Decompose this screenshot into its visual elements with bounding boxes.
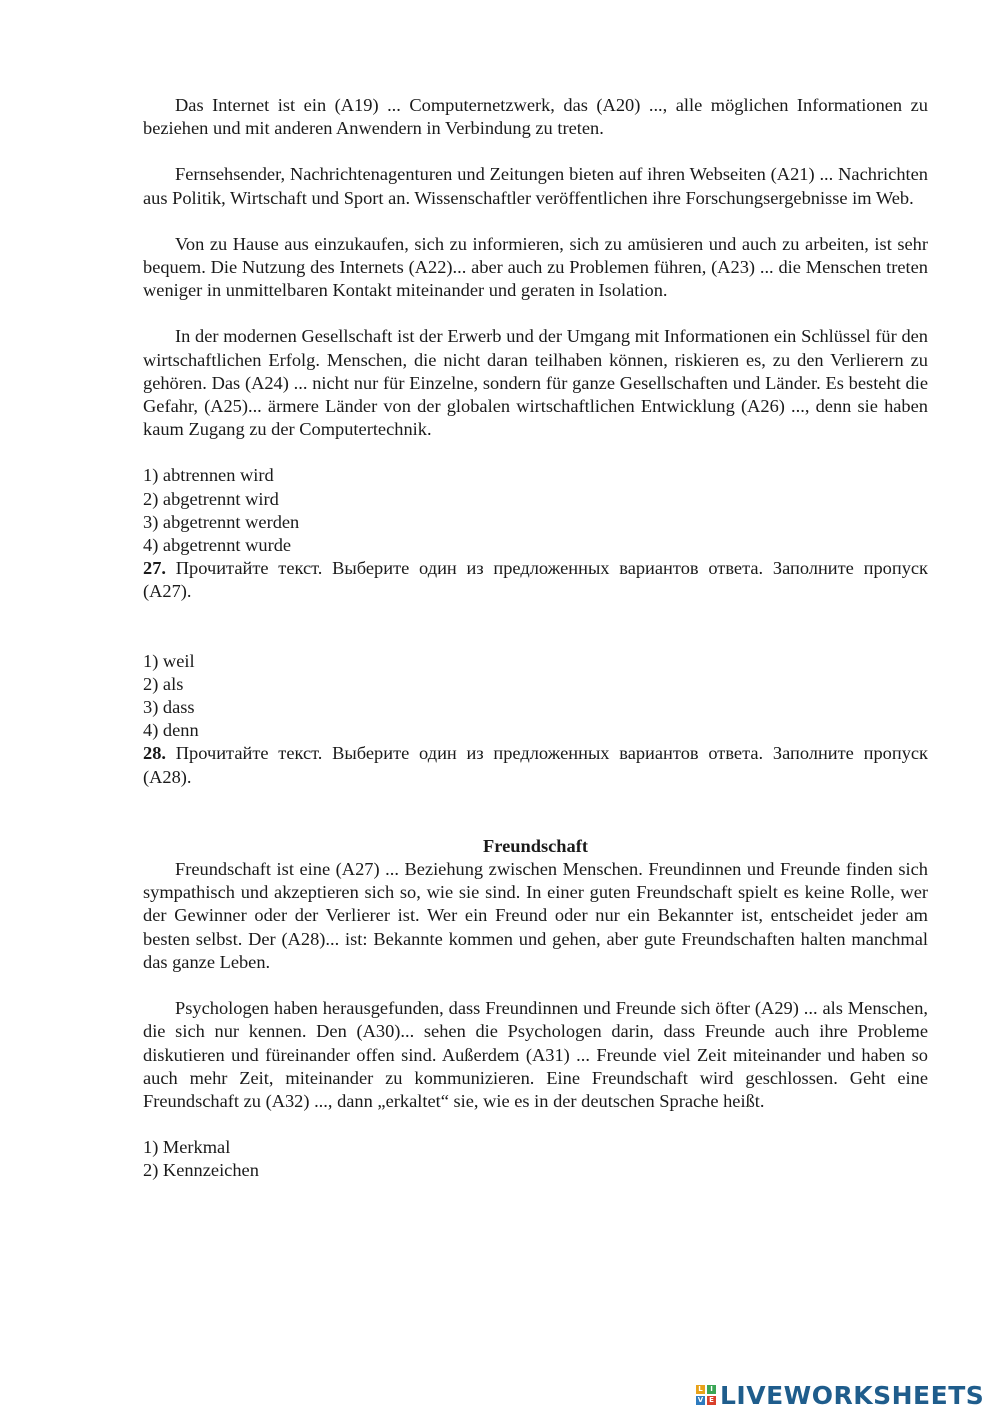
section-title: Freundschaft bbox=[483, 835, 588, 856]
logo-mark-letter: V bbox=[697, 1396, 704, 1404]
option-item[interactable]: 3) dass bbox=[143, 697, 195, 718]
option-item[interactable]: 1) abtrennen wird bbox=[143, 465, 274, 486]
answer-options-27 bbox=[143, 650, 928, 743]
task-text: Прочитайте текст. Выберите один из предложенных вариантов ответа. Заполните пропуск (A28). bbox=[143, 743, 928, 787]
option-item[interactable]: 1) weil bbox=[143, 650, 195, 671]
task-number: 27. bbox=[143, 558, 166, 579]
option-item[interactable]: 4) denn bbox=[143, 720, 199, 741]
logo-mark-letter: I bbox=[707, 1385, 716, 1394]
task-text: Прочитайте текст. Выберите один из предложенных вариантов ответа. Заполните пропуск (A27). bbox=[143, 558, 928, 602]
answer-options-28 bbox=[143, 1136, 928, 1182]
option-item[interactable]: 2) als bbox=[143, 673, 184, 694]
answer-options-26 bbox=[143, 464, 928, 557]
liveworksheets-logo bbox=[696, 1378, 984, 1412]
option-item[interactable]: 4) abgetrennt wurde bbox=[143, 535, 292, 556]
option-item[interactable]: 1) Merkmal bbox=[143, 1137, 231, 1158]
logo-mark-letter: L bbox=[696, 1385, 705, 1394]
task-28-instruction bbox=[143, 742, 928, 788]
option-item[interactable]: 2) Kennzeichen bbox=[143, 1160, 259, 1181]
option-item[interactable]: 3) abgetrennt werden bbox=[143, 511, 300, 532]
paragraph-internet-4: In der modernen Gesellschaft ist der Erwerb und der Umgang mit Informationen ein Schlüssel für den wirtschaftlichen Erfolg. Menschen, die nicht daran teilhaben können, riskieren es, zu den Verlierern zu gehören. Das (A24) ... nicht nur für Einzelne, sondern für ganze Gesellschaften und Länder. Es besteht die Gefahr, (A25)... ärmere Länder von der globalen wirtschaftlichen Entwicklung (A26) ..., denn sie haben kaum Zugang zu der Computertechnik. bbox=[143, 326, 928, 440]
option-item[interactable]: 2) abgetrennt wird bbox=[143, 488, 279, 509]
logo-mark-icon bbox=[696, 1385, 716, 1405]
task-27-instruction bbox=[143, 557, 928, 603]
paragraph-internet-2: Fernsehsender, Nachrichtenagenturen und Zeitungen bieten auf ihren Webseiten (A21) ... Nachrichten aus Politik, Wirtschaft und Sport an. Wissenschaftler veröffentlichen ihre Forschungsergebnisse im Web. bbox=[143, 164, 928, 208]
paragraph-freundschaft-1: Freundschaft ist eine (A27) ... Beziehung zwischen Menschen. Freundinnen und Freunde finden sich sympathisch und akzeptieren sich so, wie sie sind. In einer guten Freundschaft spielt es keine Rolle, wer der Gewinner oder der Verlierer ist. Wer ein Freund oder nur ein Bekannter ist, entscheidet jeder am besten selbst. Der (A28)... ist: Bekannte kommen und gehen, aber gute Freundschaften halten manchmal das ganze Leben. bbox=[143, 859, 928, 972]
logo-text: LIVEWORKSHEETS bbox=[720, 1380, 985, 1410]
task-number: 28. bbox=[143, 743, 166, 764]
paragraph-internet-3: Von zu Hause aus einzukaufen, sich zu informieren, sich zu amüsieren und auch zu arbeiten, ist sehr bequem. Die Nutzung des Internets (A22)... aber auch zu Problemen führen, (A23) ... die Menschen treten weniger in unmittelbaren Kontakt miteinander und geraten in Isolation. bbox=[143, 233, 928, 301]
paragraph-freundschaft-2: Psychologen haben herausgefunden, dass Freundinnen und Freunde sich öfter (A29) ... als Menschen, die sich nur kennen. Den (A30)... sehen die Psychologen darin, dass Freunde auch ihre Probleme diskutieren und füreinander offen sind. Außerdem (A31) ... Freunde viel Zeit miteinander und haben so auch mehr Zeit, miteinander zu kommunizieren. Eine Freundschaft wird geschlossen. Geht eine Freundschaft zu (A32) ..., dann „erkaltet“ sie, wie es in der deutschen Sprache heißt. bbox=[143, 998, 928, 1111]
paragraph-internet-1: Das Internet ist ein (A19) ... Computernetzwerk, das (A20) ..., alle möglichen Informationen zu beziehen und mit anderen Anwendern in Verbindung zu treten. bbox=[143, 95, 928, 139]
logo-mark-letter: E bbox=[707, 1396, 716, 1405]
worksheet-page bbox=[143, 94, 928, 1183]
